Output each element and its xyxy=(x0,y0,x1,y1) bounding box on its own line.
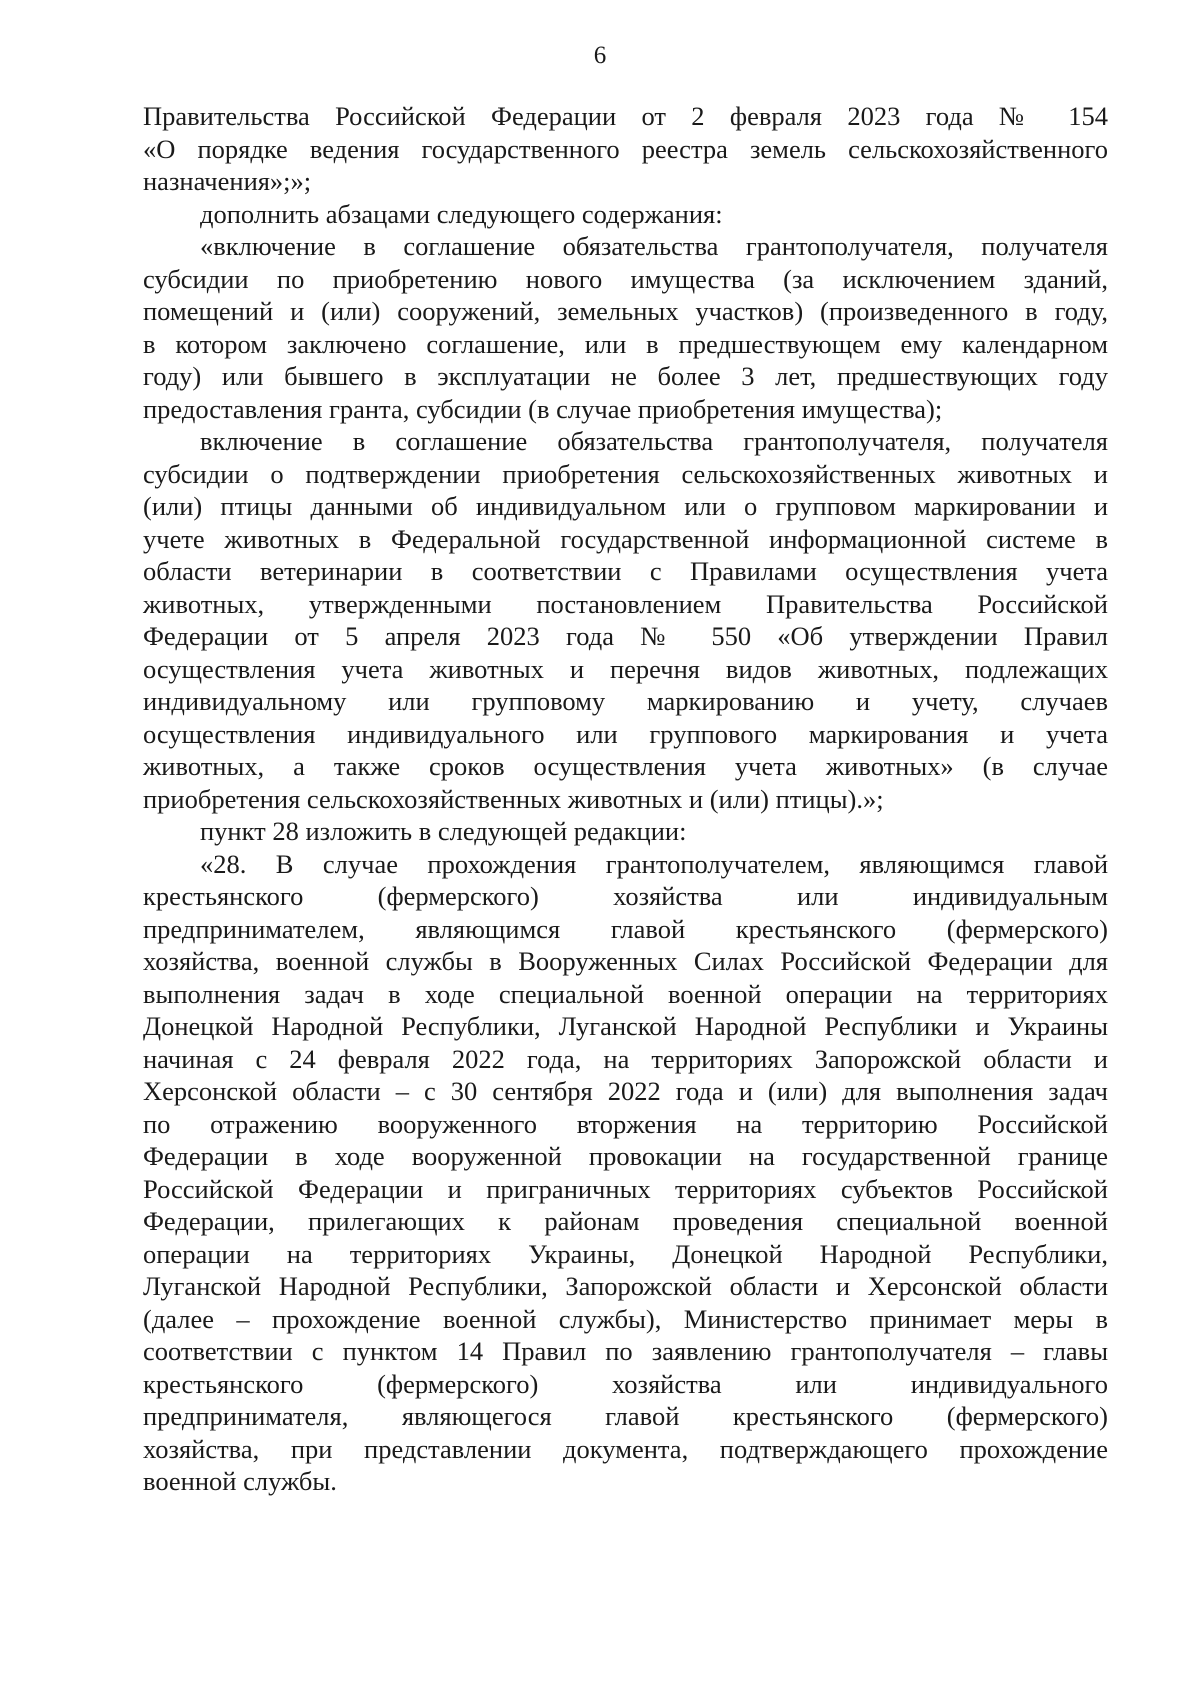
text-line: «включение в соглашение обязательства грантополучателя, получателя xyxy=(200,231,1108,261)
paragraph xyxy=(143,100,1108,198)
text-line: начиная с 24 февраля 2022 года, на территориях Запорожской области и xyxy=(143,1043,1108,1074)
text-line: (или) птицы данными об индивидуальном или о групповом маркировании и xyxy=(143,491,1108,521)
page-number: 6 xyxy=(593,42,607,69)
text-line: учете животных в Федеральной государственной информационной системе в xyxy=(143,523,1108,554)
paragraph xyxy=(143,815,1108,848)
text-line: животных, а также сроков осуществления учета животных» (в случае xyxy=(143,751,1108,781)
text-line: Федерации от 5 апреля 2023 года № 550 «Об утверждении Правил xyxy=(143,621,1108,651)
text-line: по отражению вооруженного вторжения на территорию Российской xyxy=(143,1108,1108,1139)
text-line: хозяйства, при представлении документа, подтверждающего прохождение xyxy=(143,1433,1108,1464)
text-line: приобретения сельскохозяйственных животных и (или) птицы).»; xyxy=(143,783,884,814)
paragraph xyxy=(143,230,1108,425)
text-line: «О порядке ведения государственного реестра земель сельскохозяйственного xyxy=(143,133,1108,164)
text-line: осуществления индивидуального или группового маркирования и учета xyxy=(143,718,1108,749)
text-line: субсидии по приобретению нового имущества (за исключением зданий, xyxy=(143,263,1108,294)
paragraph xyxy=(143,425,1108,815)
text-line: (далее – прохождение военной службы), Министерство принимает меры в xyxy=(143,1303,1108,1334)
text-line: помещений и (или) сооружений, земельных участков) (произведенного в году, xyxy=(143,296,1108,326)
text-line: «28. В случае прохождения грантополучателем, являющимся главой xyxy=(200,848,1108,879)
text-line: пункт 28 изложить в следующей редакции: xyxy=(200,816,687,846)
text-line: Донецкой Народной Республики, Луганской Народной Республики и Украины xyxy=(143,1011,1108,1041)
text-line: в котором заключено соглашение, или в предшествующем ему календарном xyxy=(143,328,1108,359)
text-line: Луганской Народной Республики, Запорожской области и Херсонской области xyxy=(143,1271,1108,1301)
text-line: назначения»;»; xyxy=(143,166,312,196)
text-line: Правительства Российской Федерации от 2 февраля 2023 года № 154 xyxy=(143,101,1108,131)
text-line: Херсонской области – с 30 сентября 2022 года и (или) для выполнения задач xyxy=(143,1076,1108,1106)
text-line: военной службы. xyxy=(143,1466,337,1496)
text-line: соответствии с пунктом 14 Правил по заявлению грантополучателя – главы xyxy=(143,1336,1108,1366)
text-line: осуществления учета животных и перечня видов животных, подлежащих xyxy=(143,653,1108,684)
text-line: животных, утвержденными постановлением Правительства Российской xyxy=(143,588,1108,619)
text-line: Федерации, прилегающих к районам проведения специальной военной xyxy=(143,1206,1108,1236)
text-line: индивидуальному или групповому маркированию и учету, случаев xyxy=(143,686,1108,716)
text-line: выполнения задач в ходе специальной военной операции на территориях xyxy=(143,978,1108,1009)
text-line: предпринимателем, являющимся главой крестьянского (фермерского) xyxy=(143,913,1108,944)
paragraph xyxy=(143,198,1108,231)
text-line: области ветеринарии в соответствии с Правилами осуществления учета xyxy=(143,556,1108,586)
text-line: дополнить абзацами следующего содержания: xyxy=(200,198,723,229)
text-line: крестьянского (фермерского) хозяйства или индивидуальным xyxy=(143,881,1108,911)
text-line: Российской Федерации и приграничных территориях субъектов Российской xyxy=(143,1173,1108,1204)
text-line: Федерации в ходе вооруженной провокации на государственной границе xyxy=(143,1141,1108,1171)
text-line: крестьянского (фермерского) хозяйства или индивидуального xyxy=(143,1368,1108,1399)
text-line: субсидии о подтверждении приобретения сельскохозяйственных животных и xyxy=(143,458,1108,489)
text-line: включение в соглашение обязательства грантополучателя, получателя xyxy=(200,426,1108,456)
text-line: году) или бывшего в эксплуатации не более 3 лет, предшествующих году xyxy=(143,361,1108,391)
text-line: хозяйства, военной службы в Вооруженных Силах Российской Федерации для xyxy=(143,946,1108,976)
text-line: предоставления гранта, субсидии (в случае приобретения имущества); xyxy=(143,393,943,424)
paragraph xyxy=(143,848,1108,1498)
text-line: предпринимателя, являющегося главой крестьянского (фермерского) xyxy=(143,1401,1108,1431)
document-body xyxy=(143,100,1108,1498)
text-line: операции на территориях Украины, Донецкой Народной Республики, xyxy=(143,1238,1108,1269)
